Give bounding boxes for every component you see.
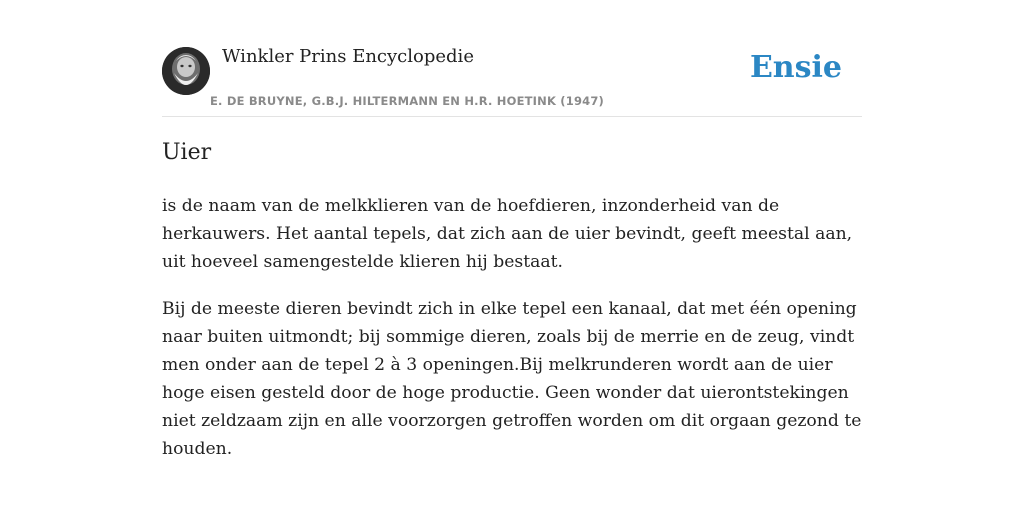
publication-title[interactable]: Winkler Prins Encyclopedie [222,46,474,67]
entry-paragraph: Bij de meeste dieren bevindt zich in elke tepel een kanaal, dat met één opening naar buiten uitmondt; bij sommige dieren, zoals bij de merrie en de zeug, vindt men onder aan de tepel 2 à 3 openingen.Bij melkrunderen wordt aan de uier hoge eisen gesteld door de hoge productie. Geen wonder dat uierontstekingen niet zeldzaam zijn en alle voorzorgen getroffen worden om dit orgaan gezond te houden. [162,299,862,459]
entry-body [162,192,862,482]
portrait-icon [162,47,210,95]
publication-header [162,0,862,117]
entry-title: Uier [162,140,212,165]
article-page [162,0,862,459]
ensie-logo[interactable]: Ensie [749,50,842,85]
author-avatar[interactable] [162,47,210,95]
authors-line: E. DE BRUYNE, G.B.J. HILTERMANN EN H.R. HOETINK (1947) [210,94,605,108]
entry-paragraph: is de naam van de melkklieren van de hoefdieren, inzonderheid van de herkauwers. Het aantal tepels, dat zich aan de uier bevindt, geeft meestal aan, uit hoeveel samengestelde klieren hij bestaat. [162,196,853,272]
